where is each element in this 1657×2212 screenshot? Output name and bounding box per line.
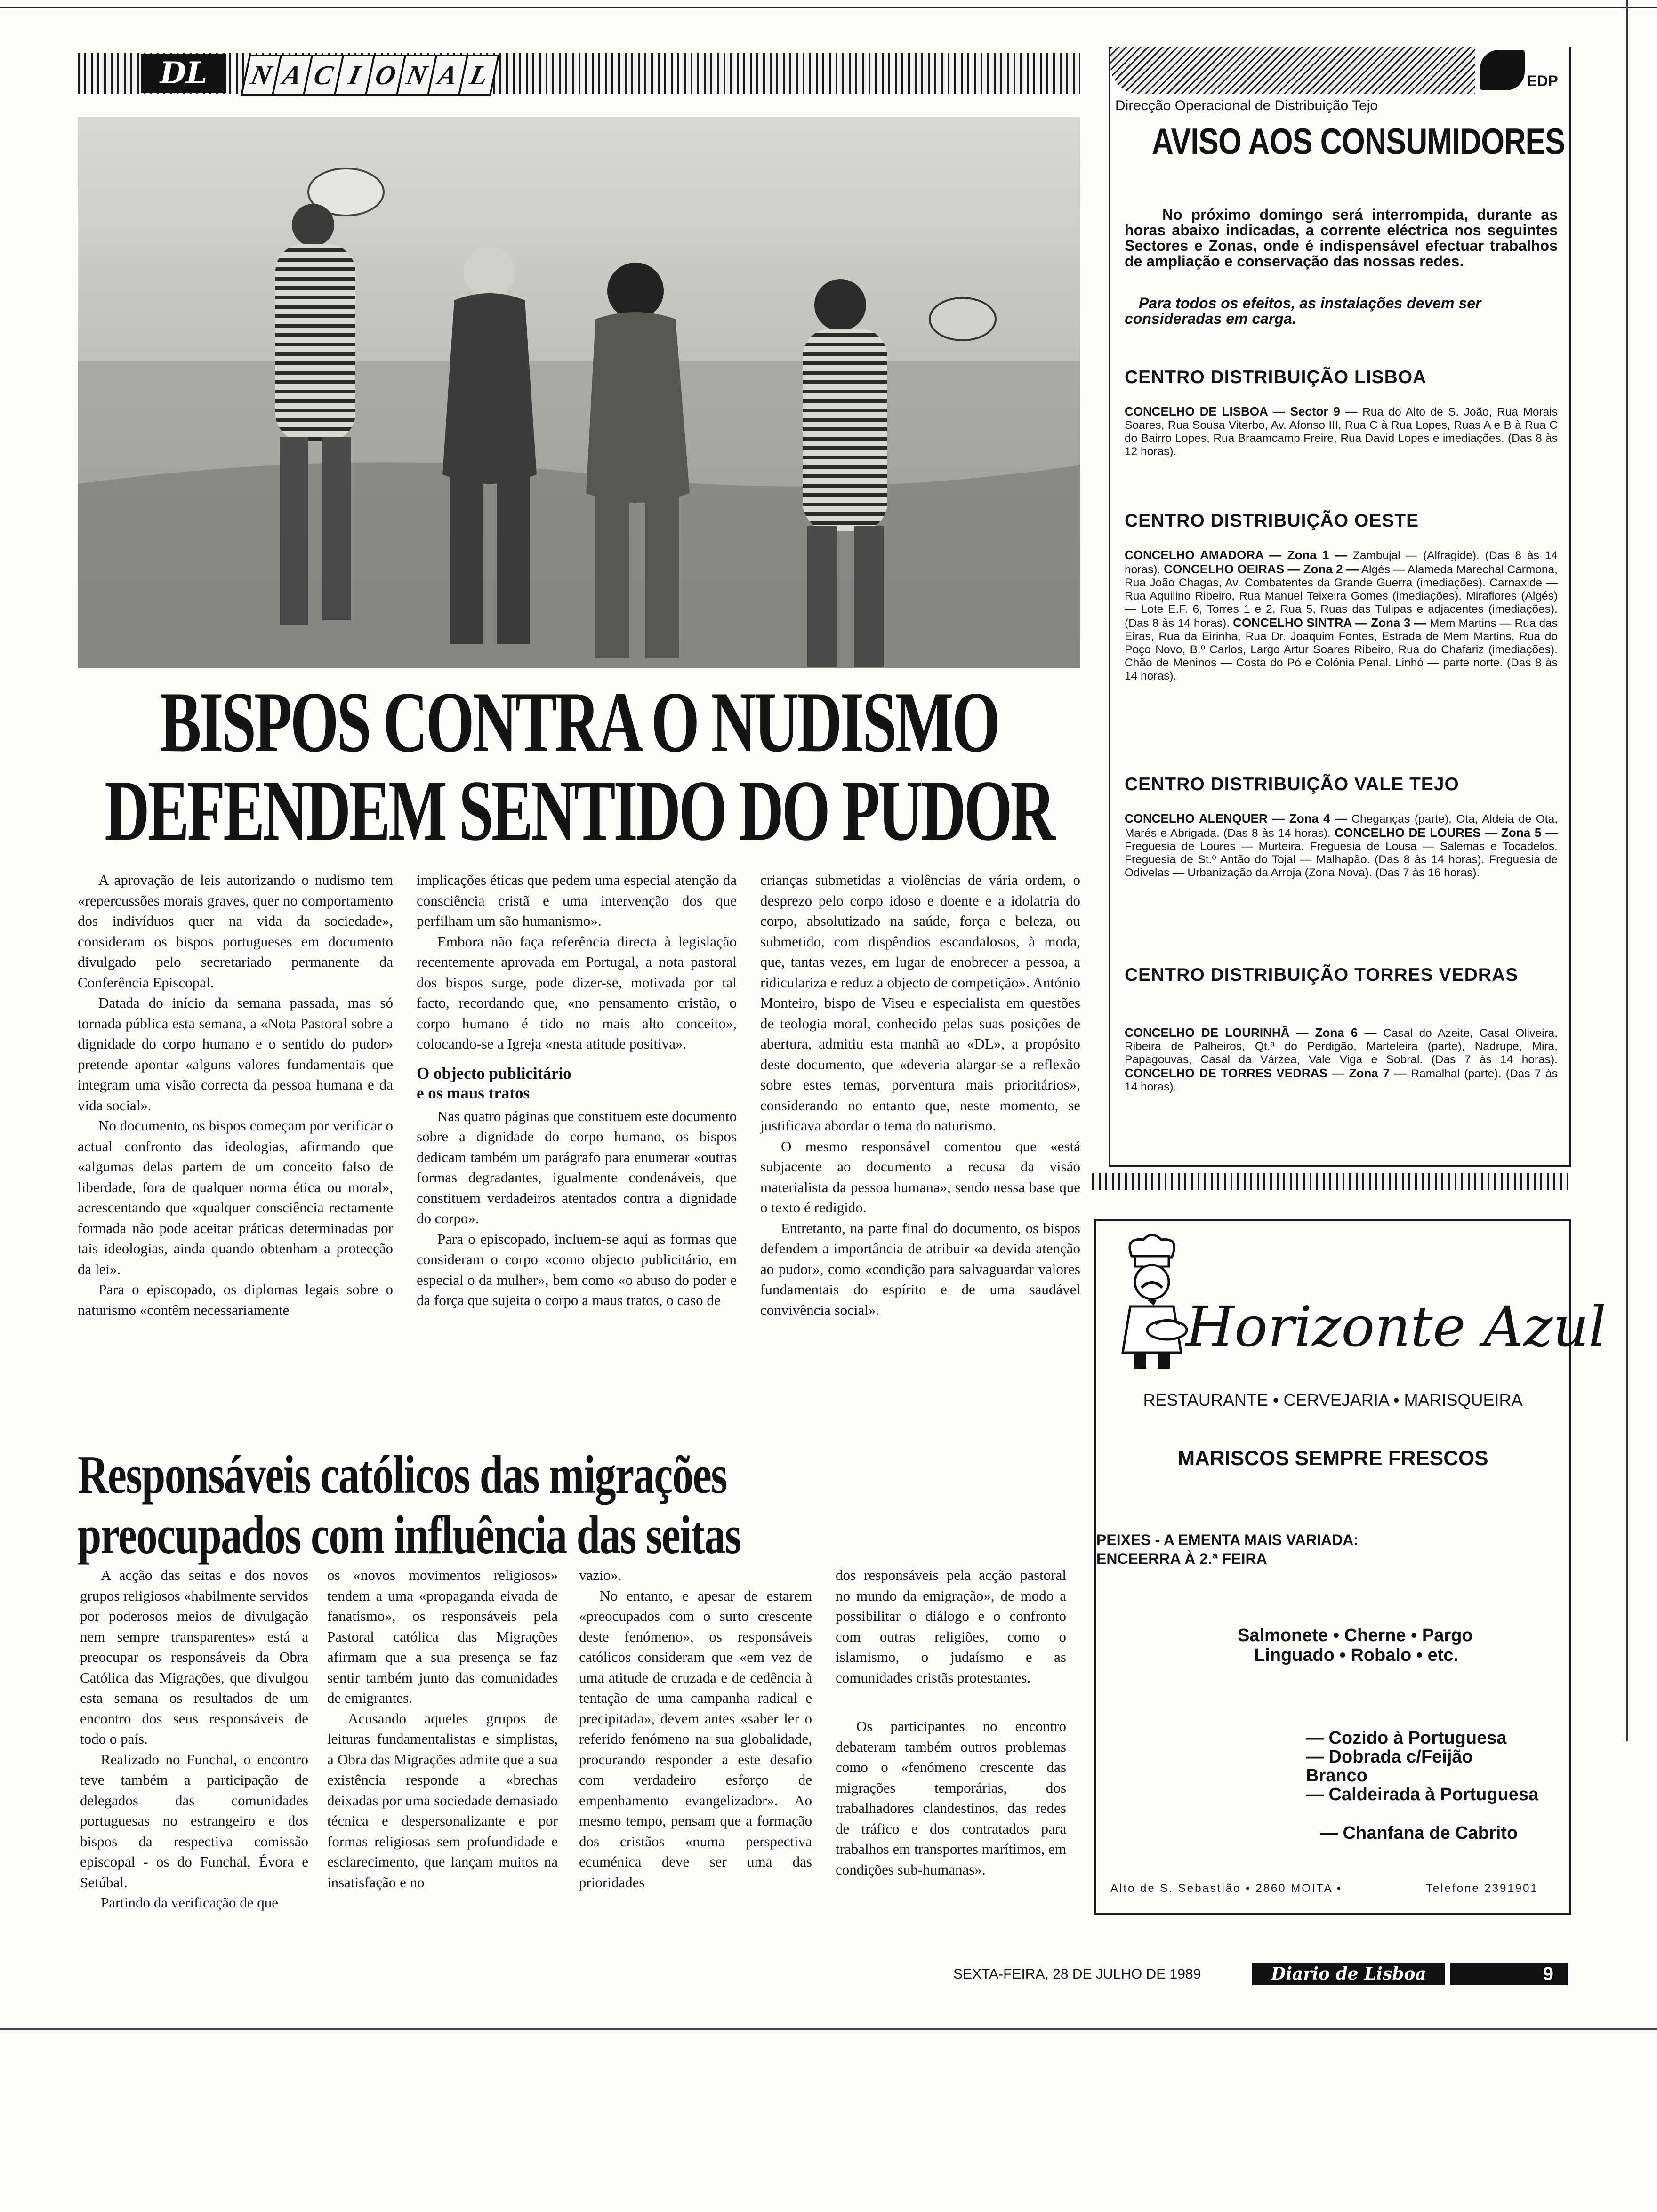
article2-col1 bbox=[80, 1565, 308, 1913]
edp-center-vale-tejo: CENTRO DISTRIBUIÇÃO VALE TEJO bbox=[1125, 774, 1459, 794]
edp-concelho-label: CONCELHO DE LOURES — Zona 5 — bbox=[1335, 825, 1558, 840]
restaurant-dish-2b: Branco bbox=[1306, 1766, 1367, 1786]
restaurant-peixes-1: PEIXES - A EMENTA MAIS VARIADA: bbox=[1096, 1531, 1359, 1548]
dl-logo: DL bbox=[141, 54, 226, 93]
section-letter: A bbox=[427, 55, 469, 96]
restaurant-tagline: RESTAURANTE • CERVEJARIA • MARISQUEIRA bbox=[1143, 1390, 1523, 1410]
paragraph: A aprovação de leis autorizando o nudismo tem «repercussões morais graves, quer no comportamento dos indivíduos quer na vida da sociedade», consideram os bispos portugueses em documento divulgado pelo secretariado permanente da Conferência Episcopal. bbox=[78, 872, 393, 991]
edp-concelho-text: Mem Martins — Rua das Eiras, Rua da Eirinha, Rua Dr. Joaquim Fontes, Estrada de Mem Martins, Rua do Poço Novo, B.º Carlos, Largo Artur Soares Ribeiro, Rua do Chafariz (imediações). Chão de Meninos — Costa do Pó e Colónia Penal. Linhó — parte norte. (Das 8 às 14 horas). bbox=[1125, 617, 1558, 682]
edp-concelho-text: Zambujal — (Alfragide). (Das 8 às 14 horas). bbox=[1125, 549, 1558, 576]
headline-1-line-2: DEFENDEM SENTIDO DO PUDOR bbox=[105, 762, 1054, 858]
paragraph: No documento, os bispos começam por verificar o actual confronto das ideologias, afirmando que «algumas delas partem de um conceito falso de liberdade, fora de qualquer norma ética ou moral», acrescentando que «qualquer consciência rectamente formada não pode aceitar práticas determinadas por tais ideologias, ainda quando obtenham a protecção da lei». bbox=[78, 1117, 393, 1277]
footer-date: SEXTA-FEIRA, 28 DE JULHO DE 1989 bbox=[953, 1966, 1201, 1982]
footer-paper-banner bbox=[1252, 1963, 1445, 1985]
paragraph: Entretanto, na parte final do documento, os bispos defendem a importância de atribuir «a devida atenção ao pudor», como «condição para salvaguardar valores fundamentais do espírito e de uma saudável convivência social». bbox=[760, 1219, 1080, 1318]
section-letter: C bbox=[303, 55, 345, 96]
edp-title: AVISO AOS CONSUMIDORES bbox=[1151, 120, 1565, 162]
restaurant-ad bbox=[1094, 1219, 1607, 1915]
footer-page-number: 9 bbox=[1543, 1964, 1553, 1984]
footer-page-box bbox=[1450, 1963, 1568, 1985]
edp-vale-tejo-text bbox=[1125, 812, 1558, 880]
restaurant-dish-1: — Cozido à Portuguesa bbox=[1306, 1728, 1507, 1748]
headline-2 bbox=[78, 1445, 741, 1565]
paragraph: os «novos movimentos religiosos» tendem a uma «propaganda eivada de fanatismo», os responsáveis pela Pastoral católica das Migrações afirmam que a sua presença se faz sentir também junto das comunidades de emigrantes. bbox=[327, 1567, 558, 1706]
edp-direction: Direcção Operacional de Distribuição Tejo bbox=[1115, 98, 1378, 113]
edp-center-oeste: CENTRO DISTRIBUIÇÃO OESTE bbox=[1125, 511, 1419, 531]
edp-center-lisboa: CENTRO DISTRIBUIÇÃO LISBOA bbox=[1125, 367, 1427, 387]
article1-col2 bbox=[417, 870, 737, 1311]
edp-concelho-text: Rua do Alto de S. João, Rua Morais Soares, Rua Sousa Viterbo, Av. Afonso III, Rua C à Rua Lopes, Ruas A e B à Rua C do Bairro Lopes, Rua Braamcamp Freire, Rua David Lopes e imediações. (Das 8 às 12 horas). bbox=[1125, 406, 1558, 458]
subheading-line-2: e os maus tratos bbox=[417, 1083, 530, 1102]
top-rule bbox=[0, 7, 1657, 8]
paragraph: A acção das seitas e dos novos grupos religiosos «habilmente servidos por poderosos meios de divulgação nem sempre transparentes» está a preocupar os responsáveis da Obra Católica das Migrações, que divulgou esta semana os resultados de um encontro dos seus responsáveis de todo o país. bbox=[80, 1567, 308, 1747]
chef-icon bbox=[1110, 1230, 1193, 1371]
edp-concelho-text: Cheganças (parte), Ota, Aldeia de Ota, Marés e Abrigada. (Das 8 às 14 horas). bbox=[1125, 813, 1558, 840]
edp-concelho-label: CONCELHO AMADORA — Zona 1 — bbox=[1125, 548, 1347, 562]
edp-concelho-label: CONCELHO DE LISBOA — Sector 9 — bbox=[1125, 404, 1358, 418]
article2-col2 bbox=[327, 1565, 558, 1892]
beach-photo bbox=[78, 117, 1080, 668]
right-edge-rule bbox=[1626, 0, 1628, 1741]
bottom-rule bbox=[0, 2028, 1657, 2030]
article1-col1 bbox=[78, 870, 393, 1320]
headline-2-line-1: Responsáveis católicos das migrações bbox=[78, 1445, 727, 1505]
paragraph: Datada do início da semana passada, mas só tornada pública esta semana, a «Nota Pastoral sobre a dignidade do corpo humano e o sentido do pudor» pretende apontar «alguns valores fundamentais que integram uma visão correcta da pessoa humana e da vida social». bbox=[78, 994, 393, 1114]
section-letter: I bbox=[334, 55, 376, 96]
paragraph: No entanto, e apesar de estarem «preocupados com o surto crescente deste fenómeno», os responsáveis católicos consideram que «em vez de uma atitude de cruzada e de cedência à tentação de uma campanha radical e precipitada», devem antes «saber ler o referido fenómeno na sua globalidade, procurando responder a este desafio com verdadeiro esforço de empenhamento evangelizador». Ao mesmo tempo, pensam que a formação dos cristãos «numa perspectiva ecuménica deve ser uma das prioridades bbox=[579, 1587, 812, 1891]
edp-concelho-label: CONCELHO ALENQUER — Zona 4 — bbox=[1125, 811, 1347, 825]
paragraph: Para o episcopado, incluem-se aqui as formas que consideram o corpo «como objecto publicitário, em especial o da mulher», bem como «o abuso do poder e da força que sujeita o corpo a maus tratos, o caso de bbox=[417, 1230, 737, 1308]
edp-torres-vedras-text bbox=[1125, 1026, 1558, 1094]
restaurant-fish-1: Salmonete • Cherne • Pargo bbox=[1238, 1626, 1473, 1645]
edp-logo-text: EDP bbox=[1527, 72, 1558, 89]
restaurant-mariscos: MARISCOS SEMPRE FRESCOS bbox=[1177, 1447, 1488, 1470]
paragraph: Nas quatro páginas que constituem este documento sobre a dignidade do corpo humano, os bispos dedicam também um parágrafo para enumerar «outras formas degradantes, igualmente condenáveis, que constituem verdadeiros atentados contra a dignidade do corpo». bbox=[417, 1107, 737, 1226]
edp-intro: No próximo domingo será interrompida, durante as horas abaixo indicadas, a corrente eléctrica nos seguintes Sectores e Zonas, onde é indispensável efectuar trabalhos de ampliação e conservação das nossas redes. bbox=[1125, 206, 1558, 270]
section-letter: N bbox=[396, 55, 438, 96]
edp-center-torres-vedras: CENTRO DISTRIBUIÇÃO TORRES VEDRAS bbox=[1125, 965, 1519, 985]
section-banner bbox=[78, 53, 1080, 94]
section-letter: L bbox=[458, 55, 500, 96]
subheading bbox=[417, 1064, 737, 1103]
edp-concelho-text: Ramalhal (parte). (Das 7 às 14 horas). bbox=[1125, 1067, 1558, 1093]
section-letter: N bbox=[241, 55, 282, 96]
footer-paper-name: Diario de Lisboa bbox=[1271, 1964, 1426, 1984]
edp-top-band bbox=[1110, 47, 1475, 94]
edp-concelho-text: Algés — Alameda Marechal Carmona, Rua João Chagas, Av. Combatentes da Grande Guerra (imediações). Carnaxide — Rua Aquilino Ribeiro, Rua Manuel Teixeira Gomes (imediações). Miraflores (Algés) — Lote E.F. 6, Torres 1 e 2, Rua 5, Ruas das Tulipas e adjacentes (imediações). (Das 8 às 14 horas). bbox=[1125, 563, 1558, 630]
article1-col3 bbox=[760, 870, 1080, 1320]
subheading-line-1: O objecto publicitário bbox=[417, 1064, 571, 1082]
paragraph: Embora não faça referência directa à legislação recentemente aprovada em Portugal, a nota pastoral dos bispos surge, pode dizer-se, motivada por tal facto, recordando que, «no pensamento cristão, o corpo humano é tido no mais alto conceito», colocando-se a Igreja «nesta atitude positiva». bbox=[417, 933, 737, 1052]
headline-2-line-2: preocupados com influência das seitas bbox=[78, 1505, 741, 1565]
article2-col4 bbox=[836, 1565, 1066, 1880]
edp-concelho-label: CONCELHO DE TORRES VEDRAS — Zona 7 — bbox=[1125, 1066, 1407, 1080]
article2-col3 bbox=[579, 1565, 812, 1892]
restaurant-dish-2: — Dobrada c/Feijão bbox=[1306, 1747, 1473, 1767]
paragraph: Partindo da verificação de que bbox=[101, 1894, 278, 1911]
edp-concelho-text: Freguesia de Loures — Murteira. Freguesia de Lousa — Salemas e Tocadelos. Freguesia de St.º Antão do Tojal — Malhapão. (Das 8 às 14 horas). Freguesia de Odivelas — Urbanização da Arroja (Zona Nova). (Das 7 às 16 horas). bbox=[1125, 840, 1558, 879]
paragraph: Realizado no Funchal, o encontro teve também a participação de delegados das comunidades portuguesas no estrangeiro e dos bispos da respectiva comissão episcopal - os do Funchal, Évora e Setúbal. bbox=[80, 1751, 308, 1891]
headline-1 bbox=[105, 674, 1054, 858]
headline-1-line-1: BISPOS CONTRA O NUDISMO bbox=[160, 674, 998, 770]
edp-note: Para todos os efeitos, as instalações devem ser consideradas em carga. bbox=[1125, 295, 1481, 327]
edp-concelho-label: CONCELHO SINTRA — Zona 3 — bbox=[1233, 616, 1426, 630]
edp-concelho-text: Casal do Azeite, Casal Oliveira, Ribeira de Palheiros, Qt.ª do Perdigão, Marteleira (parte), Nadrupe, Mira, Papagouvas, Casal da Várzea, Vale Viga e Sobral. (Das 7 às 14 horas). bbox=[1125, 1027, 1558, 1066]
edp-notice bbox=[1109, 47, 1571, 1167]
paragraph: Para o episcopado, os diplomas legais sobre o naturismo «contêm necessariamente bbox=[78, 1281, 393, 1318]
paragraph: dos responsáveis pela acção pastoral no mundo da emigração», de modo a possibilitar o diálogo e o confronto com outras religiões, como o islamismo, o judaísmo e as comunidades cristãs protestantes. bbox=[836, 1567, 1066, 1686]
restaurant-peixes-2: ENCEERRA À 2.ª FEIRA bbox=[1096, 1550, 1267, 1567]
edp-logo bbox=[1480, 50, 1565, 92]
restaurant-name: Horizonte Azul bbox=[1186, 1294, 1607, 1359]
edp-bottom-band bbox=[1092, 1173, 1568, 1190]
restaurant-dish-4: — Chanfana de Cabrito bbox=[1320, 1823, 1518, 1843]
section-letter: A bbox=[272, 55, 314, 96]
edp-concelho-label: CONCELHO DE LOURINHÃ — Zona 6 — bbox=[1125, 1026, 1377, 1040]
edp-concelho-label: CONCELHO OEIRAS — Zona 2 — bbox=[1164, 562, 1359, 576]
section-label bbox=[245, 54, 493, 93]
restaurant-dish-3: — Caldeirada à Portuguesa bbox=[1306, 1785, 1539, 1804]
section-letter: O bbox=[365, 55, 407, 96]
restaurant-address: Alto de S. Sebastião • 2860 MOITA • bbox=[1110, 1882, 1343, 1895]
paragraph: implicações éticas que pedem uma especial atenção da consciência cristã e uma intervenção dos que perfilham um são humanismo». bbox=[417, 872, 737, 929]
paragraph: O mesmo responsável comentou que «está subjacente ao documento a recusa da visão materialista da pessoa humana», sendo nessa base que o texto é redigido. bbox=[760, 1138, 1080, 1216]
paragraph: crianças submetidas a violências de vária ordem, o desprezo pelo corpo idoso e doente e a idolatria do corpo, absolutizado na saúde, força e beleza, ou submetido, com dispêndios escandalosos, à moda, que, tantas vezes, em lugar de enobrecer a pessoa, a ridiculariza e reduz a objecto de competição». António Monteiro, bispo de Viseu e especialista em questões de teologia moral, conhecido pelas suas posições de abertura, admitiu esta manhã ao «DL», a propósito deste documento, que «deveria alargar-se a reflexão sobre estes temas, porventura mais prioritários», considerando no entanto que, neste momento, se justificava abordar o tema do naturismo. bbox=[760, 872, 1080, 1134]
paragraph: Os participantes no encontro debateram também outros problemas como o «fenómeno crescente das migrações temporárias, dos trabalhadores clandestinos, das redes de tráfico e dos contratados para trabalhos em transportes marítimos, em condições sub-humanas». bbox=[836, 1718, 1066, 1878]
restaurant-phone: Telefone 2391901 bbox=[1426, 1882, 1538, 1895]
paragraph: vazio». bbox=[579, 1567, 622, 1583]
edp-lisboa-text bbox=[1125, 405, 1558, 458]
edp-oeste-text bbox=[1125, 548, 1558, 683]
paragraph: Acusando aqueles grupos de leituras fundamentalistas e simplistas, a Obra das Migrações admite que a sua existência responde a «brechas deixadas por uma sociedade demasiado técnica e despersonalizante e por formas religiosas sem profundidade e esclarecimento, que lançam muitos na insatisfação e no bbox=[327, 1710, 558, 1891]
restaurant-fish-2: Linguado • Robalo • etc. bbox=[1254, 1645, 1459, 1665]
edp-logo-mark bbox=[1480, 50, 1525, 90]
